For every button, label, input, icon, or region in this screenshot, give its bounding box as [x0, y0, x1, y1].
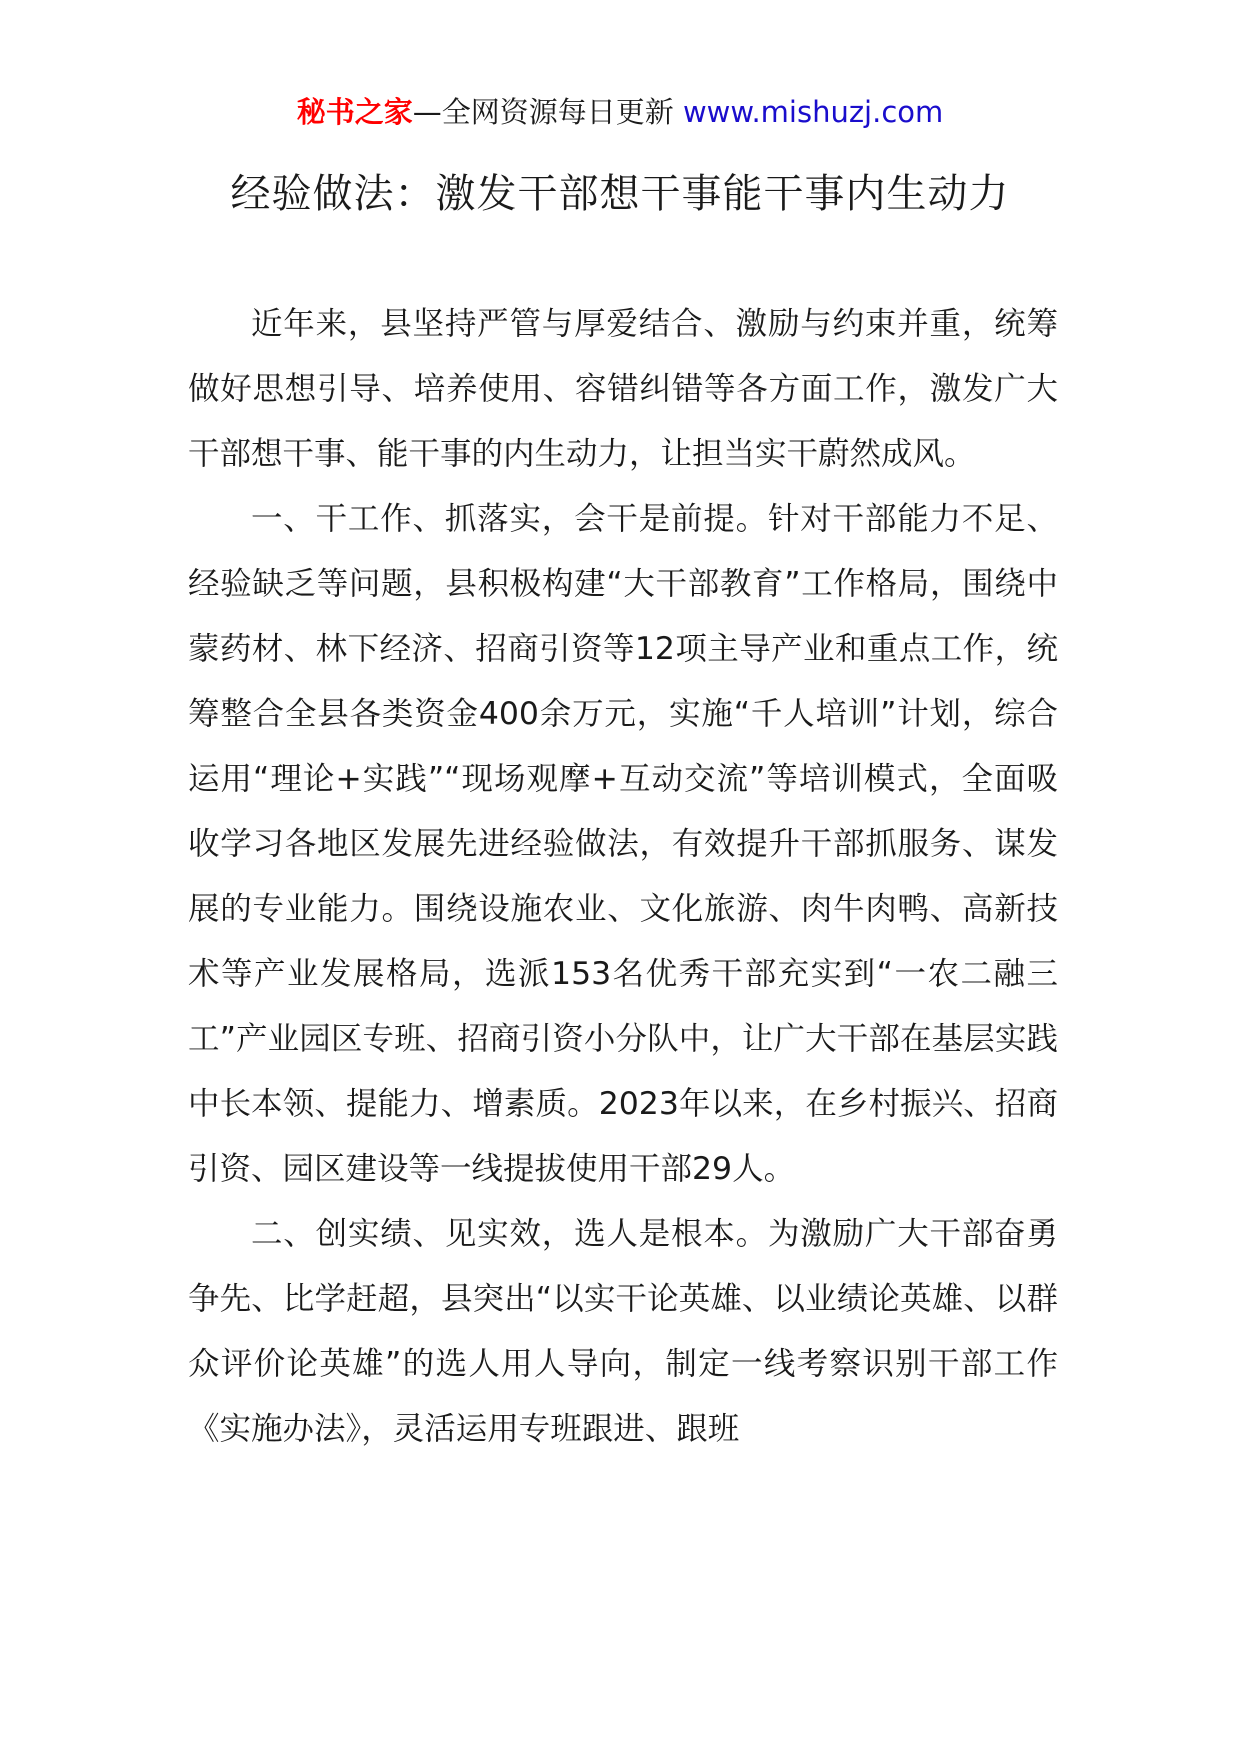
site-url-link[interactable]: www.mishuzj.com — [682, 95, 944, 129]
section-heading-two: 二、创实绩、见实效，选人是根本。 — [251, 1216, 768, 1252]
section-one-paragraph — [188, 487, 1058, 1202]
header-tagline: —全网资源每日更新 — [412, 95, 674, 129]
paragraph-text: 针对干部能力不足、经验缺乏等问题，县积极构建“大干部教育”工作格局，围绕中蒙药材、林下经济、招商引资等12项主导产业和重点工作，统筹整合全县各类资金400余万元，实施“千人培训”计划，综合运用“理论+实践”“现场观摩+互动交流”等培训模式，全面吸收学习各地区发展先进经验做法，有效提升干部抓服务、谋发展的专业能力。围绕设施农业、文化旅游、肉牛肉鸭、高新技术等产业发展格局，选派153名优秀干部充实到“一农二融三工”产业园区专班、招商引资小分队中，让广大干部在基层实践中长本领、提能力、增素质。2023年以来，在乡村振兴、招商引资、园区建设等一线提拔使用干部29人。 — [188, 501, 1058, 1187]
intro-paragraph — [188, 292, 1058, 487]
paragraph-text: 为激励广大干部奋勇争先、比学赶超，县突出“以实干论英雄、以业绩论英雄、以群众评价论英雄”的选人用人导向，制定一线考察识别干部工作《实施办法》，灵活运用专班跟进、跟班 — [188, 1216, 1058, 1447]
section-two-paragraph — [188, 1202, 1058, 1462]
brand-name: 秘书之家 — [296, 95, 413, 129]
paragraph-text: 近年来，县坚持严管与厚爱结合、激励与约束并重，统筹做好思想引导、培养使用、容错纠错等各方面工作，激发广大干部想干事、能干事的内生动力，让担当实干蔚然成风。 — [188, 306, 1058, 472]
document-body — [188, 292, 1058, 1462]
site-header — [0, 92, 1240, 132]
document-title: 经验做法：激发干部想干事能干事内生动力 — [230, 171, 1010, 217]
section-heading-one: 一、干工作、抓落实，会干是前提。 — [251, 501, 768, 537]
